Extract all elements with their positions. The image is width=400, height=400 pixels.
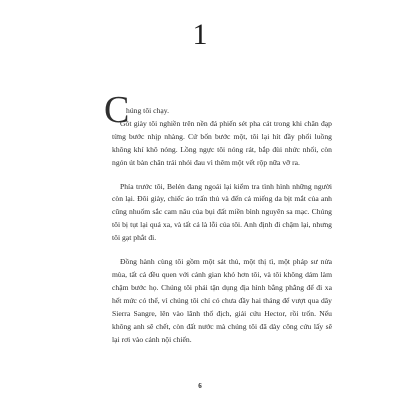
page-number: 6: [198, 382, 202, 390]
paragraph-2: Phía trước tôi, Belén đang ngoái lại kiểm tra tình hình những người còn lại. Đôi giày, chiếc áo trấn thủ và đến cả miếng da bịt mắt của anh cũng nhuốm sắc cam nâu của bụi đất miền bình nguyên sa mạc. Chúng tôi bị tụt lại quá xa, và tất cả là lỗi của tôi. Anh định đi chậm lại, nhưng tôi gạt phắt đi.: [112, 181, 332, 243]
paragraph-3: Đồng hành cùng tôi gồm một sát thủ, một thị tì, một pháp sư nửa mùa, tất cả đều quen với cảnh gian khó hơn tôi, và tôi không dám làm chậm bước họ. Chúng tôi phải tận dụng địa hình bằng phẳng để đi xa hết mức có thể, vì chúng tôi chỉ có chưa đầy hai tháng để vượt qua dãy Sierra Sangre, lên vào lãnh thổ địch, giải cứu Hector, rồi trốn. Nếu không anh sẽ chết, còn đất nước mà chúng tôi đã dày công cứu lấy sẽ lại rơi vào cảnh nội chiến.: [112, 257, 332, 344]
drop-cap: C: [104, 89, 130, 131]
paragraph-1: Gót giày tôi nghiền trên nền đá phiến sét pha cát trong khi chân đạp từng bước nhịp nhàng. Cứ bốn bước một, tôi lại hít đầy phổi luồng không khí khô nóng. Lồng ngực tôi nóng rát, bắp đùi nhức nhối, còn ngón út bàn chân trái nhói đau vì thêm một vết rộp nữa vỡ ra.: [112, 118, 332, 167]
opening-line-text: húng tôi chạy.: [126, 106, 170, 115]
chapter-body: [104, 89, 332, 346]
chapter-number: 1: [192, 18, 208, 51]
opening-line: [104, 89, 332, 131]
